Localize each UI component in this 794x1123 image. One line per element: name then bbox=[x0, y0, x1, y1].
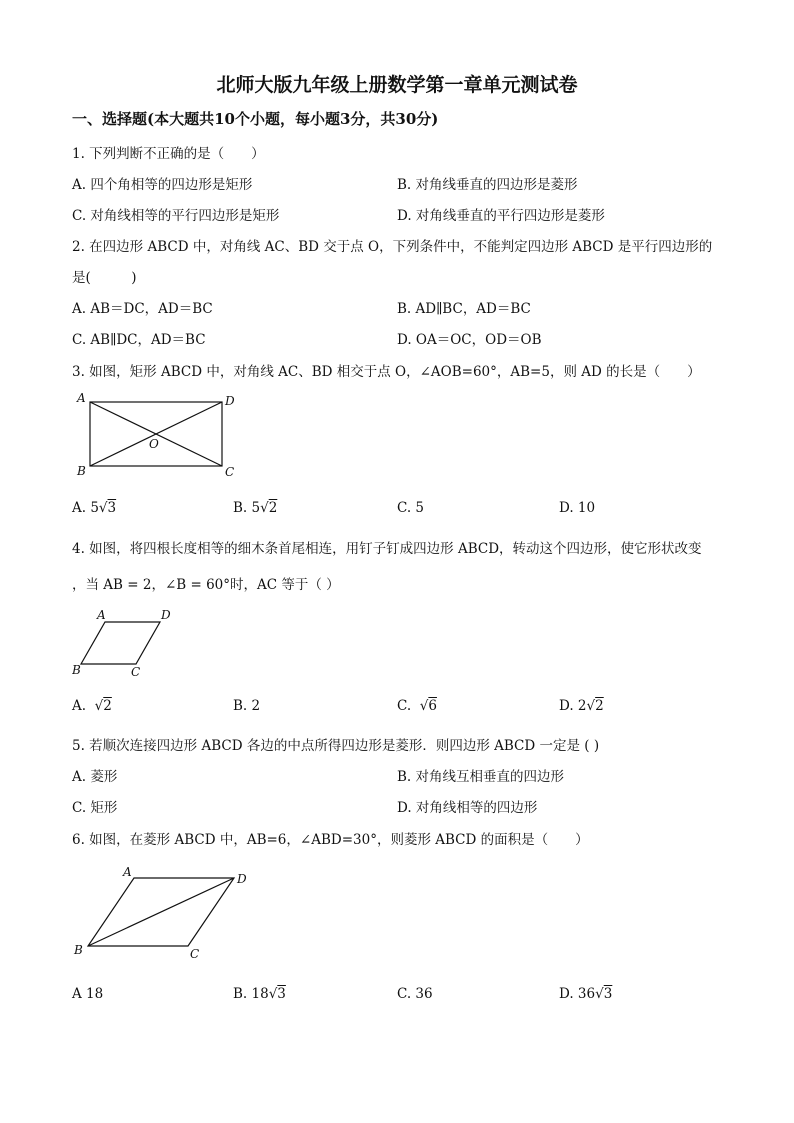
question-2-option-c: C. AB∥DC，AD＝BC bbox=[72, 332, 206, 348]
label-a: A bbox=[123, 865, 132, 879]
sqrt-icon: √ bbox=[586, 698, 596, 714]
label-b: B bbox=[74, 943, 83, 957]
question-1-stem: 1. 下列判断不正确的是（ ） bbox=[72, 146, 265, 162]
radicand: 3 bbox=[603, 986, 613, 1002]
label-d: D bbox=[161, 608, 171, 622]
question-4-option-c bbox=[397, 698, 437, 714]
option-prefix: D. 2 bbox=[559, 698, 587, 714]
question-4-figure bbox=[72, 606, 182, 682]
question-3-option-b bbox=[233, 500, 277, 516]
question-3-stem: 3. 如图，矩形 ABCD 中，对角线 AC、BD 相交于点 O，∠AOB=60°，AB=5，则 AD 的长是（ ） bbox=[72, 364, 701, 380]
question-4-option-b: B. 2 bbox=[233, 698, 261, 714]
question-2-stem-line2: 是( ) bbox=[72, 270, 137, 286]
label-c: C bbox=[225, 465, 235, 479]
question-3-option-d: D. 10 bbox=[559, 500, 596, 516]
question-6-stem: 6. 如图，在菱形 ABCD 中，AB=6，∠ABD=30°，则菱形 ABCD 的面积是（ ） bbox=[72, 832, 589, 848]
question-3-option-c: C. 5 bbox=[397, 500, 425, 516]
question-5-stem: 5. 若顺次连接四边形 ABCD 各边的中点所得四边形是菱形．则四边形 ABCD 一定是 ( ) bbox=[72, 738, 600, 754]
sqrt-icon: √ bbox=[419, 698, 429, 714]
question-1-option-c: C. 对角线相等的平行四边形是矩形 bbox=[72, 208, 280, 224]
page-title: 北师大版九年级上册数学第一章单元测试卷 bbox=[216, 74, 578, 96]
sqrt-icon: √ bbox=[268, 986, 278, 1002]
question-3-figure bbox=[72, 390, 242, 480]
sqrt-icon: √ bbox=[98, 500, 108, 516]
label-d: D bbox=[237, 872, 247, 886]
question-4-option-d bbox=[559, 698, 604, 714]
sqrt-icon: √ bbox=[260, 500, 269, 516]
radicand: 2 bbox=[103, 698, 112, 714]
section-heading: 一、选择题(本大题共10个小题，每小题3分，共30分) bbox=[72, 110, 439, 128]
option-prefix: B. 18 bbox=[233, 986, 269, 1002]
question-1-option-b: B. 对角线垂直的四边形是菱形 bbox=[397, 177, 578, 193]
radicand: 3 bbox=[107, 500, 117, 516]
question-6-option-d bbox=[559, 986, 612, 1002]
question-5-option-a: A. 菱形 bbox=[72, 769, 118, 785]
radicand: 2 bbox=[595, 698, 604, 714]
label-c: C bbox=[131, 665, 141, 679]
sqrt-icon: √ bbox=[595, 986, 604, 1002]
radicand: 2 bbox=[268, 500, 278, 516]
question-5-option-d: D. 对角线相等的四边形 bbox=[397, 800, 538, 816]
question-4-stem-line1: 4. 如图，将四根长度相等的细木条首尾相连，用钉子钉成四边形 ABCD，转动这个四边形，使它形状改变 bbox=[72, 541, 702, 557]
label-b: B bbox=[72, 663, 81, 677]
question-5-option-c: C. 矩形 bbox=[72, 800, 118, 816]
option-prefix: A. bbox=[72, 698, 87, 714]
question-5-option-b: B. 对角线互相垂直的四边形 bbox=[397, 769, 565, 785]
question-4-stem-line2: ，当 AB = 2，∠B = 60°时，AC 等于（ ） bbox=[72, 577, 340, 593]
option-prefix: B. 5 bbox=[233, 500, 261, 516]
label-c: C bbox=[190, 947, 200, 961]
question-2-stem-line1: 2. 在四边形 ABCD 中，对角线 AC、BD 交于点 O，下列条件中，不能判定四边形 ABCD 是平行四边形的 bbox=[72, 239, 713, 255]
question-6-figure bbox=[72, 862, 262, 966]
radicand: 3 bbox=[277, 986, 286, 1002]
label-a: A bbox=[77, 391, 86, 405]
label-a: A bbox=[97, 608, 106, 622]
question-2-option-b: B. AD∥BC，AD＝BC bbox=[397, 301, 531, 317]
question-6-option-c: C. 36 bbox=[397, 986, 433, 1002]
sqrt-icon: √ bbox=[94, 698, 104, 714]
question-2-option-d: D. OA＝OC，OD＝OB bbox=[397, 332, 542, 348]
label-d: D bbox=[225, 394, 235, 408]
question-1-option-a: A. 四个角相等的四边形是矩形 bbox=[72, 177, 253, 193]
label-o: O bbox=[149, 437, 159, 451]
question-2-option-a: A. AB＝DC，AD＝BC bbox=[72, 301, 213, 317]
question-1-option-d: D. 对角线垂直的平行四边形是菱形 bbox=[397, 208, 605, 224]
parallelogram-abcd bbox=[81, 622, 160, 664]
question-6-option-b bbox=[233, 986, 286, 1002]
radicand: 6 bbox=[428, 698, 437, 714]
question-3-option-a bbox=[72, 500, 116, 516]
question-4-option-a bbox=[72, 698, 112, 714]
option-prefix: D. 36 bbox=[559, 986, 596, 1002]
label-b: B bbox=[77, 464, 86, 478]
option-prefix: A. 5 bbox=[72, 500, 99, 516]
option-prefix: C. bbox=[397, 698, 412, 714]
question-6-option-a: A 18 bbox=[72, 986, 104, 1002]
diagonal-bd bbox=[88, 878, 234, 946]
